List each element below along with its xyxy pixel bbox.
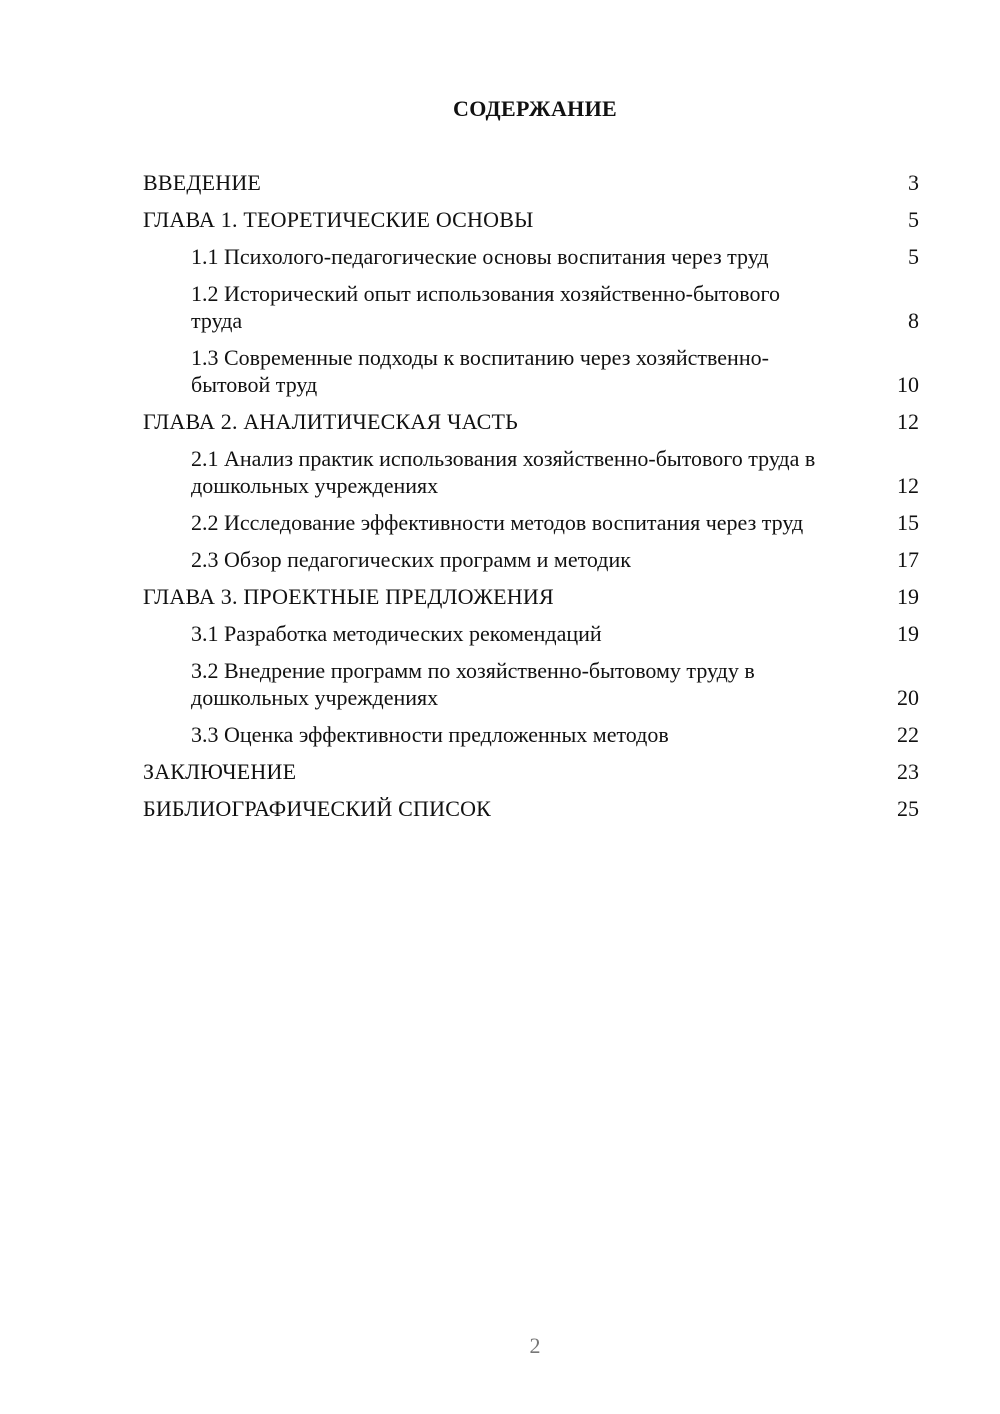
toc-entry-page: 5: [908, 244, 919, 269]
toc-entry-text: 2.1 Анализ практик использования хозяйственно-бытового труда в дошкольных учреждениях: [191, 446, 816, 498]
toc-entry-page: 23: [897, 759, 919, 784]
toc-entry-section-2-3[interactable]: [143, 546, 919, 573]
toc-entry-page: 19: [897, 621, 919, 646]
toc-entry-text: 1.1 Психолого-педагогические основы воспитания через труд: [191, 244, 769, 269]
toc-entry-page: 10: [897, 372, 919, 397]
toc-entry-introduction[interactable]: [143, 169, 919, 196]
page-title: СОДЕРЖАНИЕ: [453, 96, 617, 121]
page-number: 2: [529, 1333, 541, 1358]
toc-entry-page: 17: [897, 547, 919, 572]
toc-entry-section-3-3[interactable]: [143, 721, 919, 748]
toc-entry-chapter-1[interactable]: [143, 206, 919, 233]
toc-entry-text: ГЛАВА 3. ПРОЕКТНЫЕ ПРЕДЛОЖЕНИЯ: [143, 584, 554, 609]
toc-entry-chapter-3[interactable]: [143, 583, 919, 610]
toc-entry-section-2-1[interactable]: [143, 445, 919, 499]
toc-entry-text: 2.3 Обзор педагогических программ и методик: [191, 547, 631, 572]
toc-entry-text: ВВЕДЕНИЕ: [143, 170, 262, 195]
toc-entry-text: ЗАКЛЮЧЕНИЕ: [143, 759, 297, 784]
toc-entry-conclusion[interactable]: [143, 758, 919, 785]
toc-entry-page: 15: [897, 510, 919, 535]
toc-entry-page: 25: [897, 796, 919, 821]
toc-entry-section-1-1[interactable]: [143, 243, 919, 270]
toc-entry-page: 12: [897, 409, 919, 434]
toc-entry-section-3-1[interactable]: [143, 620, 919, 647]
toc-entry-page: 20: [897, 685, 919, 710]
toc-entry-text: БИБЛИОГРАФИЧЕСКИЙ СПИСОК: [143, 796, 492, 821]
toc-entry-text: 3.2 Внедрение программ по хозяйственно-бытовому труду в дошкольных учреждениях: [191, 658, 755, 710]
toc-entry-text: 1.3 Современные подходы к воспитанию через хозяйственно-бытовой труд: [191, 345, 769, 397]
toc-entry-text: 3.1 Разработка методических рекомендаций: [191, 621, 602, 646]
toc-entry-page: 19: [897, 584, 919, 609]
toc-entry-page: 8: [908, 308, 919, 333]
toc-entry-text: ГЛАВА 2. АНАЛИТИЧЕСКАЯ ЧАСТЬ: [143, 409, 518, 434]
toc-entry-section-3-2[interactable]: [143, 657, 919, 711]
toc-entry-page: 22: [897, 722, 919, 747]
toc-entry-chapter-2[interactable]: [143, 408, 919, 435]
toc-entry-text: ГЛАВА 1. ТЕОРЕТИЧЕСКИЕ ОСНОВЫ: [143, 207, 534, 232]
table-of-contents: [143, 169, 919, 832]
toc-entry-text: 1.2 Исторический опыт использования хозяйственно-бытового труда: [191, 281, 780, 333]
toc-entry-bibliography[interactable]: [143, 795, 919, 822]
toc-entry-page: 3: [908, 170, 919, 195]
toc-entry-section-1-2[interactable]: [143, 280, 919, 334]
toc-entry-text: 2.2 Исследование эффективности методов воспитания через труд: [191, 510, 804, 535]
toc-entry-section-1-3[interactable]: [143, 344, 919, 398]
toc-entry-section-2-2[interactable]: [143, 509, 919, 536]
toc-entry-text: 3.3 Оценка эффективности предложенных методов: [191, 722, 669, 747]
toc-entry-page: 12: [897, 473, 919, 498]
toc-entry-page: 5: [908, 207, 919, 232]
